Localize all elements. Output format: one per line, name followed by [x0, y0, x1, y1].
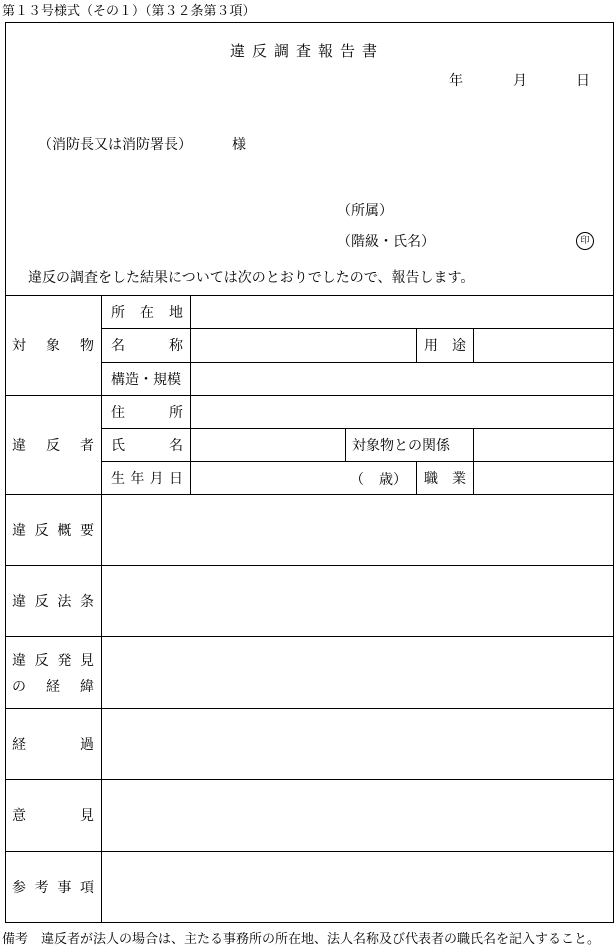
label-char: 項: [79, 880, 94, 896]
violator-name-label: [111, 428, 183, 461]
label-char: 生: [111, 470, 125, 487]
label-char: の: [12, 679, 26, 695]
discovery-label: [12, 650, 94, 696]
label-char: 所: [169, 404, 183, 421]
discovery-label-line1: [12, 650, 94, 670]
year-label: 年: [449, 73, 463, 89]
location-label: [111, 295, 183, 328]
relation-label: [352, 428, 468, 461]
age-unit: 歳）: [379, 472, 407, 488]
label-char: 法: [57, 593, 72, 610]
cell-divider: [416, 461, 417, 494]
birth-label: [111, 461, 183, 494]
label-char: 過: [80, 736, 94, 753]
day-label: 日: [576, 73, 590, 89]
label-char: 業: [452, 470, 466, 487]
cell-divider: [473, 428, 474, 494]
age-open-paren: （: [350, 472, 364, 488]
affiliation-label: （所属）: [337, 203, 393, 219]
opinion-label: [12, 779, 94, 851]
label-char: 氏: [111, 437, 125, 454]
rank-name-label: （階級・氏名）: [337, 234, 435, 250]
label-char: 年: [130, 470, 145, 487]
intro-text: 違反の調査をした結果については次のとおりでしたので、報告します。: [28, 270, 475, 286]
footer-note: 備考 違反者が法人の場合は、主たる事務所の所在地、法人名称及び代表者の職氏名を記入すること。: [2, 932, 601, 947]
summary-label: [12, 494, 94, 565]
section-divider: [5, 636, 614, 637]
label-char: 参: [12, 880, 26, 896]
structure-label: [111, 362, 186, 395]
label-char: 緯: [80, 679, 94, 695]
section-divider: [5, 565, 614, 566]
label-char: 違: [12, 522, 26, 539]
label-char: 名: [169, 437, 183, 454]
label-char: 見: [79, 653, 94, 669]
object-label-char: 対: [12, 338, 26, 354]
law-label: [12, 565, 94, 636]
label-char: 途: [452, 338, 466, 354]
label-char: 見: [80, 808, 94, 824]
object-section-label: [12, 295, 94, 395]
label-char: 発: [57, 653, 72, 669]
label-char: 概: [57, 522, 72, 539]
relation-text: 対象物との関係: [352, 437, 450, 454]
label-char: 在: [140, 304, 154, 321]
label-char: 地: [169, 304, 183, 321]
month-label: 月: [513, 73, 527, 89]
document-title: 違反調査報告書: [229, 42, 384, 60]
object-label-char: 物: [80, 338, 94, 354]
label-char: 反: [34, 653, 49, 669]
violator-label-char: 違: [12, 437, 26, 454]
object-label-char: 象: [46, 338, 60, 354]
label-char: 反: [34, 522, 49, 539]
label-char: 違: [12, 593, 26, 610]
cell-divider: [473, 328, 474, 362]
label-char: 要: [79, 522, 94, 539]
violator-section-label: [12, 395, 94, 494]
label-char: 考: [34, 880, 49, 896]
label-char: 条: [79, 593, 94, 610]
label-char: 違: [12, 653, 26, 669]
label-char: 反: [34, 593, 49, 610]
progress-label: [12, 708, 94, 779]
occupation-label: [424, 461, 466, 494]
section-divider: [5, 395, 614, 396]
label-char: 称: [169, 338, 183, 354]
cell-divider: [416, 328, 417, 362]
seal-mark: 印: [576, 232, 594, 250]
reference-label: [12, 851, 94, 923]
section-divider: [5, 494, 614, 495]
section-divider: [5, 851, 614, 852]
address-label: [111, 395, 183, 428]
label-column-divider: [101, 295, 102, 923]
form-frame: [5, 22, 614, 923]
discovery-label-line2: [12, 676, 94, 696]
label-char: 職: [424, 470, 438, 487]
cell-divider: [345, 428, 346, 461]
label-char: 意: [12, 808, 26, 824]
name-label: [111, 328, 183, 362]
table-top-border: [5, 295, 614, 296]
addressee: （消防長又は消防署長）: [38, 137, 192, 153]
use-label: [424, 328, 466, 362]
structure-text: 構造・規模: [111, 371, 181, 388]
label-char: 住: [111, 404, 125, 421]
label-char: 経: [12, 736, 26, 753]
label-char: 日: [168, 470, 183, 487]
label-char: 用: [424, 338, 438, 354]
label-char: 所: [111, 304, 125, 321]
honorific: 様: [232, 137, 246, 153]
section-divider: [5, 779, 614, 780]
label-char: 事: [57, 880, 72, 896]
violator-label-char: 者: [80, 437, 94, 454]
violator-label-char: 反: [46, 437, 60, 454]
label-char: 経: [46, 679, 60, 695]
form-number-header: 第１３号様式（その１）（第３２条第３項）: [2, 4, 256, 19]
label-char: 月: [149, 470, 164, 487]
label-char: 名: [111, 338, 125, 354]
sublabel-column-divider: [190, 295, 191, 494]
section-divider: [5, 708, 614, 709]
